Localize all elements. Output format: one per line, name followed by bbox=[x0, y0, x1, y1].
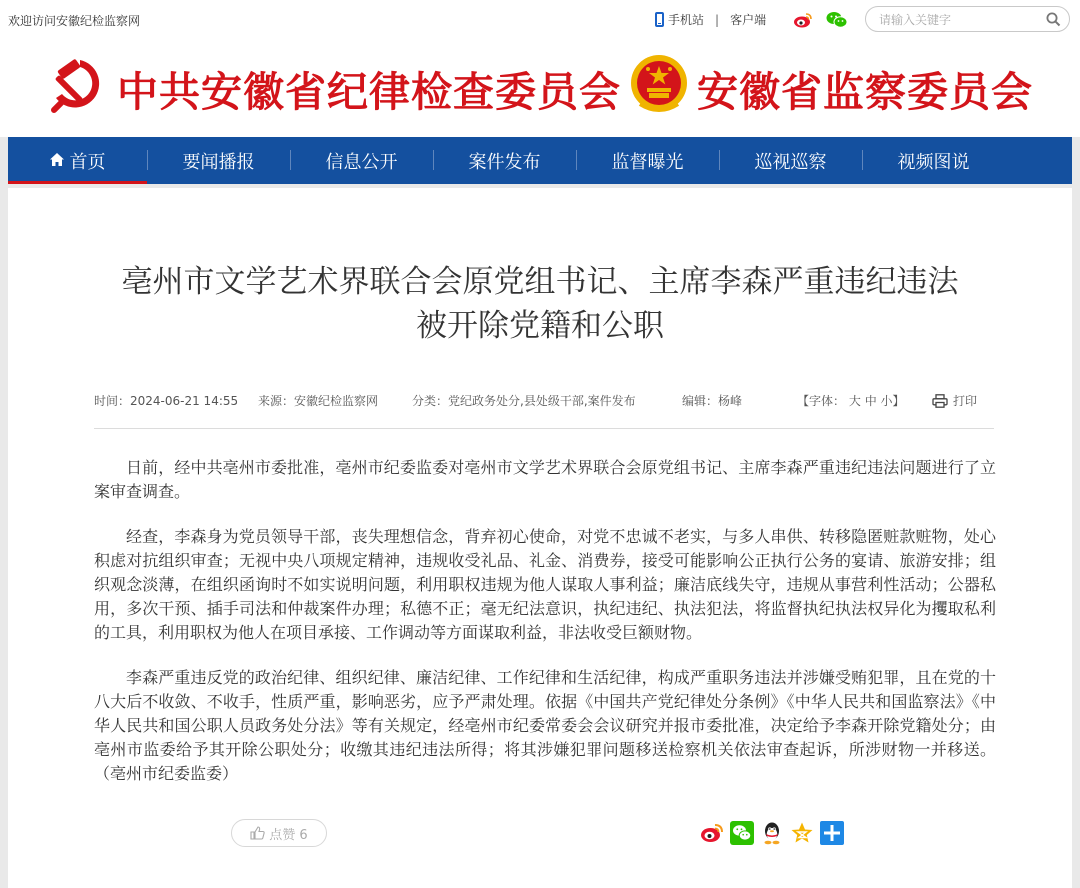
article-category: 分类：党纪政务处分,县处级干部,案件发布 bbox=[412, 394, 636, 408]
font-size-medium[interactable]: 中 bbox=[864, 394, 877, 408]
nav-item-exposure[interactable] bbox=[576, 137, 719, 184]
font-size-selector bbox=[797, 392, 905, 409]
article-body bbox=[94, 456, 996, 807]
nav-item-label: 要闻播报 bbox=[182, 151, 255, 173]
like-count: 点赞 6 bbox=[269, 827, 308, 843]
home-icon bbox=[50, 150, 64, 171]
font-size-label: 【字体： bbox=[797, 394, 846, 408]
printer-icon bbox=[932, 394, 948, 408]
top-bar bbox=[0, 0, 1080, 40]
main-nav bbox=[8, 137, 1072, 184]
article-paragraph: 日前，经中共亳州市委批准，亳州市纪委监委对亳州市文学艺术界联合会原党组书记、主席李森严重违纪违法问题进行了立案审查调查。 bbox=[94, 458, 996, 501]
weibo-icon[interactable] bbox=[793, 11, 813, 33]
print-label: 打印 bbox=[953, 394, 978, 408]
top-link-separator: | bbox=[715, 12, 720, 27]
site-title-supervision: 安徽省监察委员会 bbox=[697, 68, 1033, 116]
client-link[interactable]: 客户端 bbox=[730, 13, 767, 27]
party-emblem-logo[interactable] bbox=[46, 54, 108, 120]
print-button[interactable] bbox=[932, 392, 977, 409]
share-wechat-icon[interactable] bbox=[730, 821, 754, 845]
nav-item-info-disclosure[interactable] bbox=[290, 137, 433, 184]
top-links bbox=[655, 11, 766, 28]
search-box bbox=[865, 6, 1070, 32]
share-bar bbox=[700, 821, 850, 845]
article-title-line: 被开除党籍和公职 bbox=[416, 308, 664, 344]
nav-item-cases[interactable] bbox=[433, 137, 576, 184]
nav-item-label: 视频图说 bbox=[897, 151, 970, 173]
article-paragraph: 李森严重违反党的政治纪律、组织纪律、廉洁纪律、工作纪律和生活纪律，构成严重职务违法并涉嫌受贿犯罪，且在党的十八大后不收敛、不收手，性质严重，影响恶劣，应予严肃处理。依据《中国共产党纪律处分条例》《中华人民共和国监察法》《中华人民共和国公职人员政务处分法》等有关规定，经亳州市纪委常委会会议研究并报市委批准，决定给予李森开除党籍处分；由亳州市监委给予其开除公职处分；收缴其违纪违法所得；将其涉嫌犯罪问题移送检察机关依法审查起诉，所涉财物一并移送。（亳州市纪委监委） bbox=[94, 668, 996, 783]
article-title bbox=[8, 260, 1072, 348]
publish-time: 时间：2024-06-21 14:55 bbox=[94, 394, 239, 408]
share-qzone-icon[interactable] bbox=[790, 821, 814, 845]
article-source: 来源：安徽纪检监察网 bbox=[258, 394, 379, 408]
site-title-commission: 中共安徽省纪律检查委员会 bbox=[117, 68, 621, 116]
nav-item-label: 监督曝光 bbox=[611, 151, 684, 173]
font-size-large[interactable]: 大 bbox=[848, 394, 861, 408]
article-title-line: 亳州市文学艺术界联合会原党组书记、主席李森严重违纪违法 bbox=[121, 264, 959, 300]
nav-item-video[interactable] bbox=[862, 137, 1005, 184]
search-icon[interactable] bbox=[1046, 12, 1061, 31]
font-size-bracket-end: 】 bbox=[892, 394, 905, 408]
share-qq-icon[interactable] bbox=[760, 821, 784, 845]
thumbs-up-icon bbox=[250, 826, 265, 840]
search-input[interactable] bbox=[877, 10, 1041, 30]
nav-item-news[interactable] bbox=[147, 137, 290, 184]
nav-item-home[interactable] bbox=[8, 137, 147, 184]
nav-item-label: 信息公开 bbox=[325, 151, 398, 173]
nav-item-label: 案件发布 bbox=[468, 151, 541, 173]
meta-divider bbox=[94, 428, 994, 429]
article-container bbox=[8, 188, 1072, 888]
share-weibo-icon[interactable] bbox=[700, 821, 724, 845]
like-button[interactable] bbox=[231, 819, 327, 847]
mobile-site-link[interactable]: 手机站 bbox=[668, 13, 705, 27]
article-editor: 编辑：杨峰 bbox=[682, 394, 743, 408]
nav-item-label: 巡视巡察 bbox=[754, 151, 827, 173]
font-size-small[interactable]: 小 bbox=[880, 394, 893, 408]
welcome-text: 欢迎访问安徽纪检监察网 bbox=[8, 14, 141, 28]
national-emblem-logo[interactable] bbox=[628, 52, 690, 120]
nav-item-inspection[interactable] bbox=[719, 137, 862, 184]
wechat-icon[interactable] bbox=[826, 11, 848, 33]
mobile-phone-icon bbox=[655, 12, 664, 27]
share-more-icon[interactable] bbox=[820, 821, 844, 845]
article-paragraph: 经查，李森身为党员领导干部，丧失理想信念，背弃初心使命，对党不忠诚不老实，与多人串供、转移隐匿赃款赃物，处心积虑对抗组织审查；无视中央八项规定精神，违规收受礼品、礼金、消费券，接受可能影响公正执行公务的宴请、旅游安排；组织观念淡薄，在组织函询时不如实说明问题，利用职权违规为他人谋取人事利益；廉洁底线失守，违规从事营利性活动；公器私用，多次干预、插手司法和仲裁案件办理；私德不正；毫无纪法意识，执纪违纪、执法犯法，将监督执纪执法权异化为攫取私利的工具，利用职权为他人在项目承接、工作调动等方面谋取利益，非法收受巨额财物。 bbox=[94, 527, 996, 642]
nav-item-label: 首页 bbox=[69, 151, 106, 173]
site-header bbox=[0, 40, 1080, 137]
